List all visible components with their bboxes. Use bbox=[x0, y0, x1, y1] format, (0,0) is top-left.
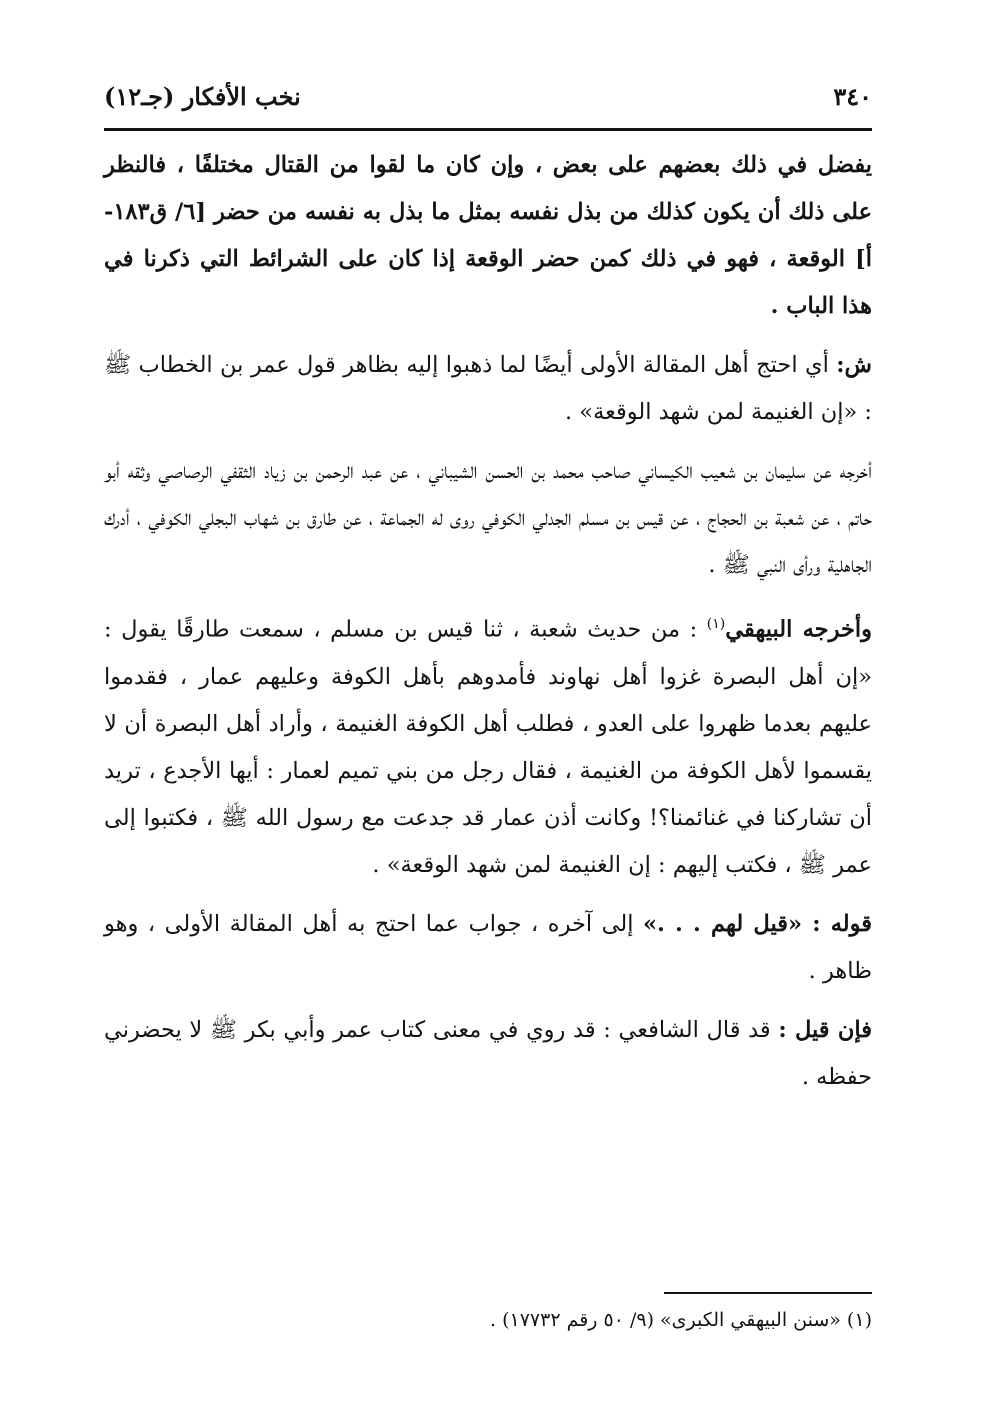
book-title: نخب الأفكار (جـ١٢) bbox=[104, 81, 301, 111]
paragraph-2-text: أي احتج أهل المقالة الأولى أيضًا لما ذهبوا إليه بظاهر قول عمر بن الخطاب ﷺ : «إن الغنيمة لمن شهد الوقعة» . bbox=[104, 352, 872, 425]
paragraph-6-text: قد قال الشافعي : قد روي في معنى كتاب عمر وأبي بكر ﷺ لا يحضرني حفظه . bbox=[104, 1016, 872, 1090]
footnote-divider bbox=[664, 1292, 872, 1294]
main-text bbox=[104, 142, 872, 1113]
paragraph-4 bbox=[104, 601, 872, 889]
paragraph-6-lead: فإن قيل : bbox=[778, 1016, 872, 1043]
paragraph-1: يفضل في ذلك بعضهم على بعض ، وإن كان ما لقوا من القتال مختلفًا ، فالنظر على ذلك أن يكون كذلك من بذل نفسه بمثل ما بذل به نفسه من حضر [٦/ ق١٨٣-أ] الوقعة ، فهو في ذلك كمن حضر الوقعة إذا كان على الشرائط التي ذكرنا في هذا الباب . bbox=[104, 152, 872, 319]
paragraph-3: أخرجه عن سليمان بن شعيب الكيساني صاحب محمد بن الحسن الشيباني ، عن عبد الرحمن بن زياد الثقفي الرصاصي وثقه أبو حاتم ، عن شعبة بن الحجاج ، عن قيس بن مسلم الجدلي الكوفي روى له الجماعة ، عن طارق بن شهاب البجلي الكوفي ، أدرك الجاهلية ورأى النبي ﷺ . bbox=[104, 458, 872, 578]
paragraph-6 bbox=[104, 1007, 872, 1101]
footnote: (١) «سنن البيهقي الكبرى» (٩/ ٥٠ رقم ١٧٧٣٢) . bbox=[490, 1309, 872, 1331]
paragraph-2-lead: ش: bbox=[836, 352, 872, 378]
paragraph-4-lead: وأخرجه البيهقي bbox=[725, 616, 873, 643]
page-header bbox=[104, 72, 872, 120]
paragraph-5-text: إلى آخره ، جواب عما احتج به أهل المقالة الأولى ، وهو ظاهر . bbox=[104, 910, 872, 984]
paragraph-2 bbox=[104, 342, 872, 436]
paragraph-5 bbox=[104, 901, 872, 995]
page-number: ٣٤٠ bbox=[833, 81, 872, 111]
footnote-ref[interactable]: (١) bbox=[706, 616, 726, 632]
header-divider bbox=[104, 128, 872, 131]
paragraph-4-text: : من حديث شعبة ، ثنا قيس بن مسلم ، سمعت طارقًا يقول : «إن أهل البصرة غزوا أهل نهاوند فأمدوهم بأهل الكوفة وعليهم عمار ، فقدموا عليهم بعدما ظهروا على العدو ، فطلب أهل الكوفة الغنيمة ، وأراد أهل البصرة أن لا يقسموا لأهل الكوفة من الغنيمة ، فقال رجل من بني تميم لعمار : أيها الأجدع ، تريد أن تشاركنا في غنائمنا؟! وكانت أذن عمار قد جدعت مع رسول الله ﷺ ، فكتبوا إلى عمر ﷺ ، فكتب إليهم : إن الغنيمة لمن شهد الوقعة» . bbox=[104, 616, 872, 878]
paragraph-5-lead: قوله : «قيل لهم . . .» bbox=[642, 910, 873, 937]
